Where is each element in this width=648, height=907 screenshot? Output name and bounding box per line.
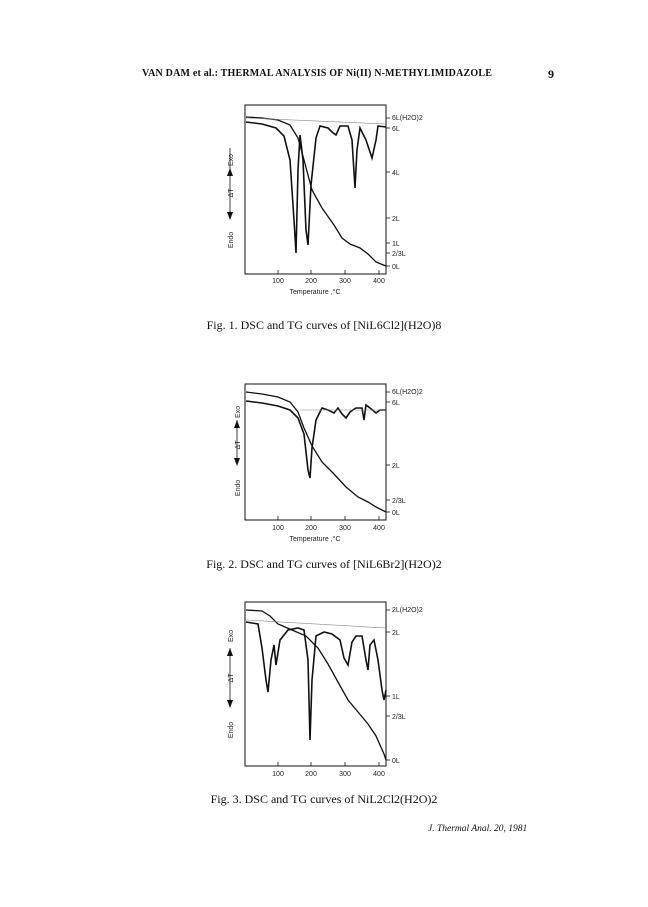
level-label: 0L bbox=[392, 510, 400, 517]
level-label: 2L bbox=[392, 630, 400, 637]
level-label: 2/3L bbox=[392, 498, 406, 505]
figure-2-caption: Fig. 2. DSC and TG curves of [NiL6Br2](H2O)2 bbox=[206, 557, 442, 571]
level-label: 6L(H2O)2 bbox=[392, 389, 423, 396]
level-label: 2L bbox=[392, 463, 400, 470]
figure-3-caption: Fig. 3. DSC and TG curves of NiL2Cl2(H2O)2 bbox=[210, 792, 438, 806]
baseline bbox=[246, 118, 386, 124]
exo-label: Exo bbox=[228, 153, 235, 167]
y-axis-label bbox=[227, 148, 235, 248]
dt-label: ΔT bbox=[228, 673, 235, 683]
x-tick-label: 200 bbox=[305, 525, 317, 532]
arrow-up-icon bbox=[227, 168, 233, 176]
level-label: 0L bbox=[392, 758, 400, 765]
level-label: 1L bbox=[392, 241, 400, 248]
x-tick-label: 300 bbox=[339, 771, 351, 778]
exo-label: Exo bbox=[228, 629, 235, 643]
dt-label: ΔT bbox=[235, 440, 242, 450]
level-label: 2/3L bbox=[392, 714, 406, 721]
level-label: 1L bbox=[392, 694, 400, 701]
x-tick-label: 300 bbox=[339, 525, 351, 532]
x-tick-label: 200 bbox=[305, 771, 317, 778]
x-tick-label: 300 bbox=[339, 278, 351, 285]
figure-1-caption: Fig. 1. DSC and TG curves of [NiL6Cl2](H2O)8 bbox=[206, 318, 442, 332]
level-label: 4L bbox=[392, 170, 400, 177]
x-axis-title: Temperature ,°C bbox=[289, 536, 341, 543]
x-tick-label: 400 bbox=[373, 278, 385, 285]
exo-label: Exo bbox=[235, 405, 242, 419]
running-head: VAN DAM et al.: THERMAL ANALYSIS OF Ni(II) N-METHYLIMIDAZOLE bbox=[142, 68, 493, 79]
x-axis-title: Temperature ,°C bbox=[289, 289, 341, 296]
level-label: 2L bbox=[392, 216, 400, 223]
level-label: 6L bbox=[392, 400, 400, 407]
endo-label: Endo bbox=[235, 479, 242, 497]
dsc-curve bbox=[246, 122, 386, 253]
journal-footer: J. Thermal Anal. 20, 1981 bbox=[428, 824, 528, 834]
endo-label: Endo bbox=[228, 721, 235, 739]
arrow-down-icon bbox=[227, 212, 233, 220]
x-tick-label: 100 bbox=[272, 771, 284, 778]
x-tick-label: 400 bbox=[373, 525, 385, 532]
level-label: 2/3L bbox=[392, 251, 406, 258]
plot-frame bbox=[245, 105, 386, 274]
level-label: 0L bbox=[392, 264, 400, 271]
right-labels bbox=[386, 115, 423, 271]
x-tick-label: 100 bbox=[272, 525, 284, 532]
x-tick-label: 100 bbox=[272, 278, 284, 285]
level-label: 2L(H2O)2 bbox=[392, 607, 423, 614]
x-tick-label: 400 bbox=[373, 771, 385, 778]
dt-label: ΔT bbox=[228, 188, 235, 198]
x-tick-label: 200 bbox=[305, 278, 317, 285]
level-label: 6L(H2O)2 bbox=[392, 115, 423, 122]
endo-label: Endo bbox=[228, 231, 235, 249]
page-number: 9 bbox=[548, 67, 554, 81]
level-label: 6L bbox=[392, 126, 400, 133]
